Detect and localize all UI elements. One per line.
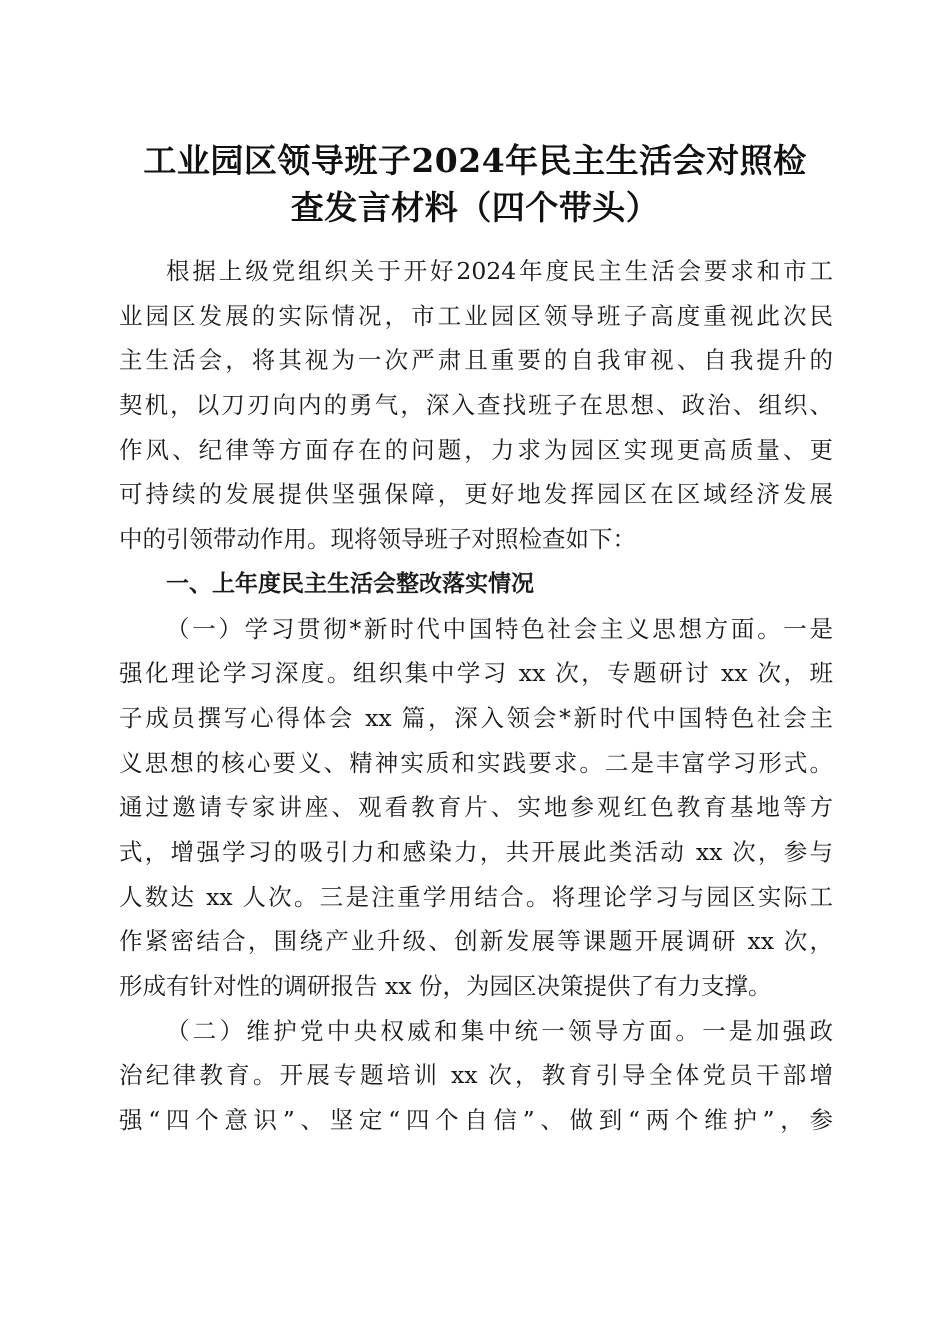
paragraph-line: 形成有针对性的调研报告 xx 份，为园区决策提供了有力支撑。: [119, 972, 772, 1000]
paragraph-line: 式，增强学习的吸引力和感染力，共开展此类活动 xx 次，参与: [119, 837, 833, 866]
paragraph-line: 中的引领带动作用。现将领导班子对照检查如下：: [119, 525, 636, 554]
paragraph-line: 契机，以刀刃向内的勇气，深入查找班子在思想、政治、组织、: [119, 391, 833, 420]
paragraph-line: 子成员撰写心得体会 xx 篇，深入领会*新时代中国特色社会主: [119, 703, 833, 732]
paragraph-line: 作风、纪律等方面存在的问题，力求为园区实现更高质量、更: [119, 435, 833, 464]
paragraph-line: 义思想的核心要义、精神实质和实践要求。二是丰富学习形式。: [119, 748, 833, 777]
document-title: [118, 137, 832, 231]
paragraph-line: 作紧密结合，围绕产业升级、创新发展等课题开展调研 xx 次，: [119, 927, 833, 956]
paragraph-line: 主生活会，将其视为一次严肃且重要的自我审视、自我提升的: [119, 346, 833, 375]
paragraph-line: 强“四个意识”、坚定“四个自信”、做到“两个维护”，参: [119, 1106, 833, 1135]
paragraph-line: 通过邀请专家讲座、观看教育片、实地参观红色教育基地等方: [119, 793, 833, 822]
section-heading: 一、上年度民主生活会整改落实情况: [166, 570, 534, 597]
paragraph-line: 根据上级党组织关于开好2024年度民主生活会要求和市工: [166, 257, 833, 285]
paragraph-line: 强化理论学习深度。组织集中学习 xx 次，专题研讨 xx 次，班: [119, 659, 833, 688]
title-line-2: 查发言材料（四个带头）: [290, 188, 660, 227]
title-line-1: 工业园区领导班子2024年民主生活会对照检: [143, 141, 807, 180]
paragraph-line: （一）学习贯彻*新时代中国特色社会主义思想方面。一是: [166, 614, 833, 643]
paragraph-line: （二）维护党中央权威和集中统一领导方面。一是加强政: [166, 1016, 833, 1045]
paragraph-line: 可持续的发展提供坚强保障，更好地发挥园区在区域经济发展: [119, 480, 833, 509]
document-body: [119, 249, 833, 1143]
paragraph-line: 人数达 xx 人次。三是注重学用结合。将理论学习与园区实际工: [119, 882, 833, 911]
paragraph-line: 业园区发展的实际情况，市工业园区领导班子高度重视此次民: [119, 301, 833, 330]
paragraph-line: 治纪律教育。开展专题培训 xx 次，教育引导全体党员干部增: [119, 1061, 833, 1090]
